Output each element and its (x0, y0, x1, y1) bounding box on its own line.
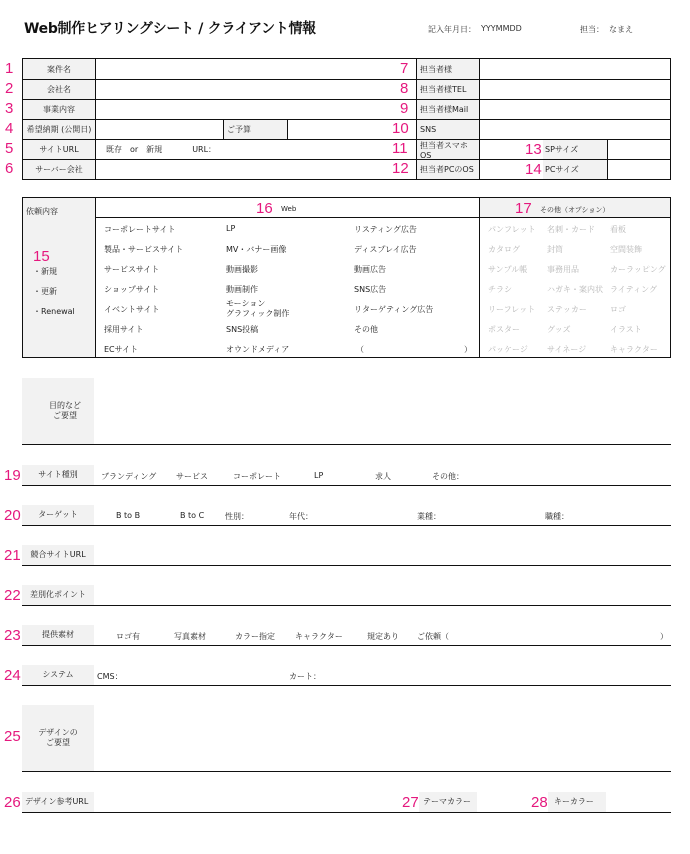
row-number: 11 (392, 140, 408, 157)
other-option[interactable]: リーフレット (488, 305, 536, 314)
web-option[interactable]: ショップサイト (104, 285, 160, 294)
differentiation-field[interactable] (94, 585, 671, 605)
other-option[interactable]: サイネージ (547, 345, 587, 354)
other-option[interactable]: ライティング (610, 285, 657, 294)
web-option[interactable]: 動画撮影 (226, 265, 258, 274)
other-option[interactable]: 名刺・カード (547, 225, 595, 234)
competitor-url-field[interactable] (94, 545, 671, 565)
request-type-column (23, 198, 95, 357)
web-option[interactable]: LP (226, 224, 236, 233)
cart-field[interactable]: カート： (289, 672, 321, 681)
table-row (23, 99, 670, 119)
person-label: 担当： (580, 25, 604, 34)
row-number: 26 (4, 794, 21, 811)
divider (22, 485, 671, 486)
other-option[interactable]: キャラクター (610, 345, 658, 354)
row-number: 16 (256, 200, 273, 217)
site-type-option[interactable]: 求人 (375, 472, 391, 481)
other-option[interactable]: サンプル帳 (488, 265, 528, 274)
row-number: 12 (392, 160, 409, 177)
other-option[interactable]: ポスター (488, 325, 520, 334)
divider (22, 812, 671, 813)
deadline-field[interactable] (95, 120, 223, 139)
pc-size-field[interactable] (607, 160, 670, 179)
existing-or-new-option[interactable]: 既存 or 新規 (106, 145, 163, 154)
row-number: 24 (4, 667, 21, 684)
smartphone-os-label: 担当者スマホOS (416, 140, 479, 159)
theme-color-field[interactable] (477, 792, 527, 812)
web-option[interactable]: イベントサイト (104, 305, 160, 314)
pc-os-label: 担当者PCのOS (416, 160, 479, 179)
differentiation-label: 差別化ポイント (22, 585, 94, 605)
purpose-field[interactable] (94, 378, 671, 444)
date-label: 記入年月日： (428, 25, 476, 34)
request-type-renewal[interactable]: ・Renewal (33, 307, 75, 316)
other-open-paren: （ (356, 345, 364, 354)
row-number: 27 (402, 794, 419, 811)
system-label: システム (22, 665, 94, 685)
divider (22, 444, 671, 445)
target-industry[interactable]: 業種： (417, 512, 441, 521)
request-table (22, 197, 671, 358)
target-option-b2b[interactable]: B to B (116, 511, 141, 520)
sns-label: SNS (416, 120, 479, 139)
sp-size-field[interactable] (607, 140, 670, 159)
company-name-field[interactable] (95, 80, 416, 99)
business-label: 事業内容 (23, 100, 95, 119)
other-option[interactable]: 空間装飾 (610, 245, 642, 254)
web-option[interactable]: 製品・サービスサイト (104, 245, 184, 254)
row-number: 19 (4, 467, 21, 484)
web-option[interactable]: その他 (354, 325, 378, 334)
web-option[interactable]: リターゲティング広告 (354, 305, 434, 314)
row-number: 21 (4, 547, 21, 564)
row-number: 6 (5, 160, 14, 177)
other-option[interactable]: グッズ (547, 325, 571, 334)
row-number: 17 (515, 200, 532, 217)
web-option[interactable]: 採用サイト (104, 325, 144, 334)
pc-size-label: PCサイズ (543, 160, 607, 179)
contact-name-label: 担当者様 (416, 59, 479, 79)
other-option[interactable]: パンフレット (488, 225, 536, 234)
site-url-label: サイトURL (23, 140, 95, 159)
request-type-new[interactable]: ・新規 (33, 267, 57, 276)
other-option[interactable]: イラスト (610, 325, 642, 334)
row-number: 2 (5, 80, 14, 97)
other-option[interactable]: 封筒 (547, 245, 563, 254)
sns-field[interactable] (479, 120, 670, 139)
web-option[interactable]: ディスプレイ広告 (354, 245, 417, 254)
motion-line2: グラフィック制作 (226, 308, 290, 318)
divider (22, 685, 671, 686)
target-option-b2c[interactable]: B to C (180, 511, 205, 520)
row-number: 28 (531, 794, 548, 811)
purpose-label-line2: ご要望 (53, 411, 77, 420)
person-value[interactable]: なまえ (609, 25, 633, 34)
date-value[interactable]: YYYMMDD (481, 24, 522, 33)
design-reference-url-field[interactable] (94, 792, 399, 812)
other-option[interactable]: パッケージ (488, 345, 528, 354)
key-color-field[interactable] (606, 792, 671, 812)
web-option[interactable]: ECサイト (104, 345, 139, 354)
materials-option[interactable]: ロゴ有 (116, 632, 140, 641)
row-number: 9 (400, 100, 409, 117)
row-number: 13 (525, 141, 542, 158)
materials-request[interactable]: ご依頼（ (417, 632, 449, 641)
target-gender[interactable]: 性別： (225, 512, 249, 521)
other-options (479, 218, 670, 357)
web-option[interactable]: 動画制作 (226, 285, 258, 294)
materials-label: 提供素材 (22, 625, 94, 645)
divider (22, 771, 671, 772)
materials-option[interactable]: 規定あり (367, 632, 399, 641)
row-number: 20 (4, 507, 21, 524)
page-title: Web制作ヒアリングシート / クライアント情報 (24, 21, 316, 37)
contact-tel-label: 担当者様TEL (416, 80, 479, 99)
site-type-option[interactable]: コーポレート (233, 472, 281, 481)
web-option[interactable]: コーポレートサイト (104, 225, 176, 234)
site-url-field[interactable] (95, 140, 416, 159)
other-option[interactable]: 看板 (610, 225, 626, 234)
contact-name-field[interactable] (479, 59, 670, 79)
design-reference-url-label: デザイン参考URL (22, 792, 94, 812)
sp-size-label: SPサイズ (543, 140, 607, 159)
other-option[interactable]: チラシ (488, 285, 512, 294)
project-name-label: 案件名 (23, 59, 95, 79)
motion-line1: モーション (226, 299, 266, 308)
web-option[interactable]: サービスサイト (104, 265, 160, 274)
divider (22, 565, 671, 566)
competitor-url-label: 競合サイトURL (22, 545, 94, 565)
web-option[interactable]: SNS広告 (354, 285, 387, 294)
other-option[interactable]: 事務用品 (547, 265, 579, 274)
site-type-option[interactable]: サービス (176, 472, 208, 481)
row-number: 10 (392, 120, 409, 137)
row-number: 25 (4, 728, 21, 745)
web-option[interactable]: オウンドメディア (226, 345, 290, 354)
materials-option[interactable]: カラー指定 (235, 632, 275, 641)
row-number: 15 (33, 248, 50, 265)
other-header-label: その他（オプション） (540, 206, 610, 214)
row-number: 22 (4, 587, 21, 604)
other-header (479, 198, 670, 218)
contact-mail-label: 担当者様Mail (416, 100, 479, 119)
server-company-label: サーバー会社 (23, 160, 95, 179)
other-option[interactable]: カーラッピング (610, 265, 666, 274)
table-row (23, 159, 670, 179)
web-header (95, 198, 479, 218)
company-name-label: 会社名 (23, 80, 95, 99)
target-age[interactable]: 年代： (289, 512, 313, 521)
contact-mail-field[interactable] (479, 100, 670, 119)
row-number: 1 (5, 60, 14, 77)
web-header-label: Web (281, 205, 297, 213)
table-row (23, 119, 670, 139)
web-option[interactable]: 動画広告 (354, 265, 386, 274)
project-name-field[interactable] (95, 59, 418, 79)
target-occupation[interactable]: 職種： (545, 512, 569, 521)
url-label: URL： (192, 145, 217, 154)
budget-label: ご予算 (223, 120, 287, 139)
site-type-option[interactable]: ブランディング (101, 472, 157, 481)
business-field[interactable] (95, 100, 416, 119)
request-type-update[interactable]: ・更新 (33, 287, 57, 296)
request-label: 依頼内容 (26, 207, 58, 216)
row-number: 8 (400, 80, 409, 97)
key-color-label: キーカラー (548, 792, 606, 812)
row-number: 14 (525, 161, 542, 178)
theme-color-label: テーマカラー (419, 792, 477, 812)
materials-close-paren: ） (660, 632, 668, 641)
other-close-paren: ） (464, 345, 472, 354)
other-option[interactable]: カタログ (488, 245, 520, 254)
divider (22, 645, 671, 646)
purpose-label-line1: 目的など (49, 401, 81, 410)
client-info-table (22, 58, 671, 180)
site-type-label: サイト種別 (22, 465, 94, 485)
cms-field[interactable]: CMS： (97, 672, 123, 681)
row-number: 4 (5, 120, 14, 137)
web-option[interactable]: MV・バナー画像 (226, 245, 287, 254)
deadline-label: 希望納期 (公開日) (23, 120, 95, 139)
divider (22, 605, 671, 606)
web-option[interactable]: SNS投稿 (226, 325, 259, 334)
other-option[interactable]: ロゴ (610, 305, 626, 314)
divider (22, 525, 671, 526)
other-option[interactable]: ステッカー (547, 305, 587, 314)
table-row (23, 59, 670, 79)
web-option-motion-graphics[interactable] (226, 299, 289, 318)
table-row (23, 139, 670, 159)
row-number: 3 (5, 100, 14, 117)
site-type-other[interactable]: その他： (432, 472, 464, 481)
site-type-option[interactable]: LP (314, 471, 324, 480)
row-number: 23 (4, 627, 21, 644)
design-request-line1: デザインの (38, 728, 78, 737)
row-number: 5 (5, 140, 14, 157)
row-number: 7 (400, 60, 409, 77)
contact-tel-field[interactable] (479, 80, 670, 99)
design-request-field[interactable] (94, 705, 671, 771)
design-request-line2: ご要望 (45, 738, 70, 747)
materials-option[interactable]: 写真素材 (174, 632, 206, 641)
web-option[interactable]: リスティング広告 (354, 225, 417, 234)
server-company-field[interactable] (95, 160, 416, 179)
purpose-label (22, 378, 94, 444)
other-option[interactable]: ハガキ・案内状 (547, 285, 603, 294)
design-request-label (22, 705, 94, 771)
table-row (23, 79, 670, 99)
target-label: ターゲット (22, 505, 94, 525)
web-options (95, 218, 479, 357)
materials-option[interactable]: キャラクター (295, 632, 343, 641)
